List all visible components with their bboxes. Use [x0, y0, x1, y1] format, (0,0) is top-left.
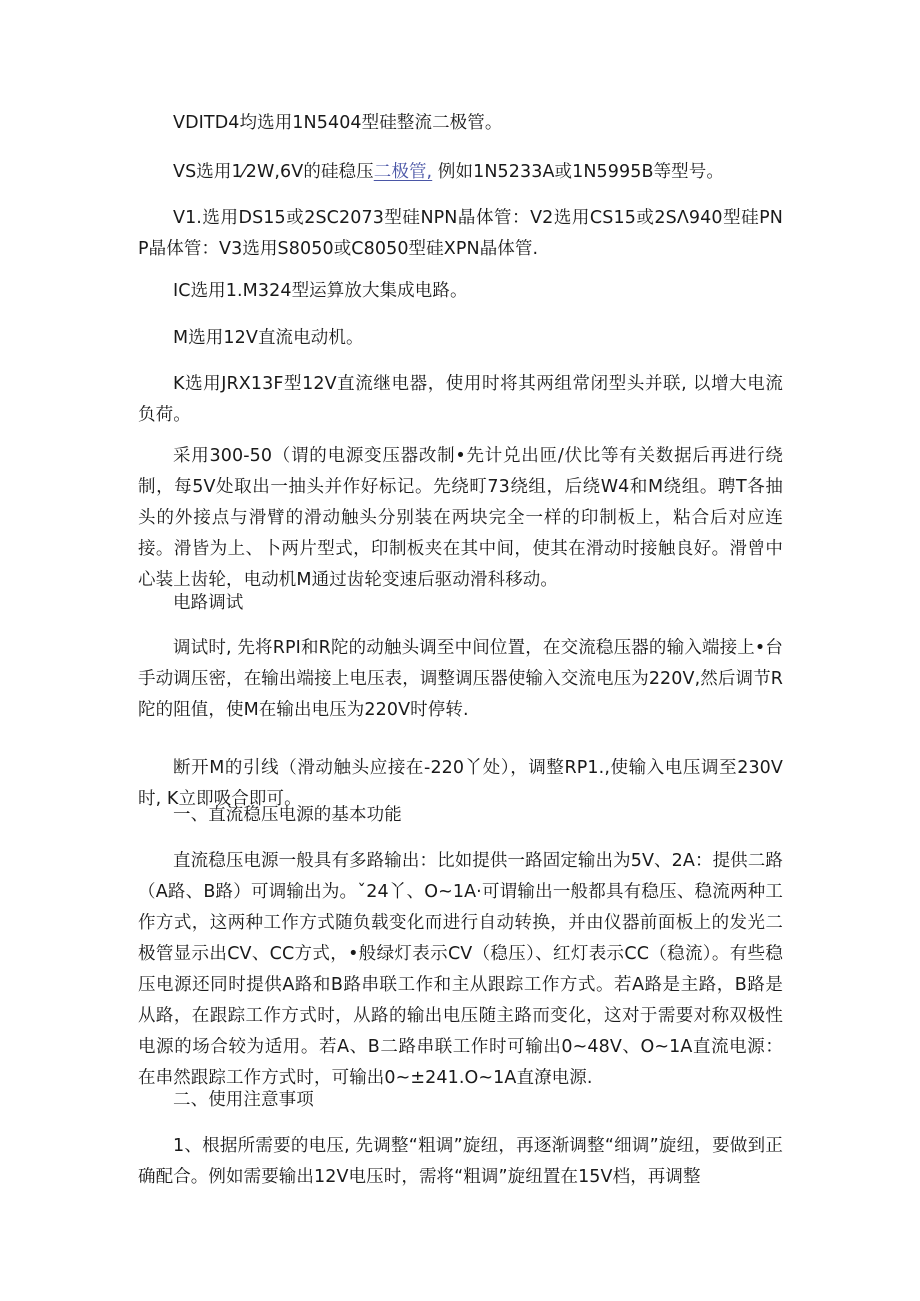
- paragraph-diodes: VDITD4均选用1N5404型硅整流二极管。: [173, 113, 503, 133]
- paragraph-transistors: V1.选用DS15或2SC2073型硅NPN晶体管：V2选用CS15或2SΛ940型硅PNP晶体管：V3选用S8050或C8050型硅XPN晶体管.: [138, 208, 783, 259]
- document-page: [138, 103, 783, 1293]
- paragraph-debug-steps: 调试时, 先将RPI和R陀的动触头调至中间位置，在交流稳压器的输入端接上•台手动调压密，在输出端接上电压表，调整调压器使输入交流电压为220V,然后调节R陀的阻值，使M在输出电压为220V时停转.: [138, 638, 783, 720]
- paragraph-motor: M选用12V直流电动机。: [173, 328, 364, 348]
- paragraph-ic: IC选用1.M324型运算放大集成电路。: [173, 281, 468, 301]
- paragraph-usage-note-1: 1、根据所需要的电压, 先调整“粗调”旋纽，再逐渐调整“细调”旋纽，要做到正确配合。例如需要输出12V电压时，需将“粗调”旋纽置在15V档，再调整: [138, 1136, 783, 1187]
- paragraph-relay: K选用JRX13F型12V直流继电器，使用时将其两组常闭型头并联, 以增大电流负荷。: [138, 374, 783, 425]
- section-heading-circuit-debug: 电路调试: [173, 593, 244, 613]
- paragraph-zener: [138, 157, 783, 188]
- section-heading-usage-notes: 二、使用注意事项: [173, 1090, 314, 1110]
- paragraph-disconnect: 断开M的引线（滑动触头应接在-220丫处），调整RP1.,使输入电压调至230V时, K立即吸合即可。: [138, 758, 783, 809]
- diode-link[interactable]: 二极管,: [373, 162, 433, 182]
- section-heading-basic-functions: 一、直流稳压电源的基本功能: [173, 805, 402, 825]
- paragraph-transformer: 采用300-50（谓的电源变压器改制•先计兑出匝/伏比等有关数据后再进行绕制，每5V处取出一抽头并作好标记。先绕町73绕组，后绕W4和M绕组。聘T各抽头的外接点与滑臂的滑动触头分别装在两块完全一样的印制板上，粘合后对应连接。滑皆为上、卜两片型式，印制板夹在其中间，使其在滑动时接触良好。滑曾中心装上齿轮，电动机M通过齿轮变速后驱动滑科移动。: [138, 446, 783, 590]
- paragraph-zener-text-start: VS选用1⁄2W,6V的硅稳压: [173, 162, 374, 182]
- paragraph-basic-functions: 直流稳压电源一般具有多路输出：比如提供一路固定输出为5V、2A：提供二路（A路、B路）可调输出为。ˇ24丫、O~1A·可谓输出一般都具有稳压、稳流两种工作方式，这两种工作方式随负载变化而进行自动转换，并由仪器前面板上的发光二极管显示出CV、CC方式，•般绿灯表示CV（稳压）、红灯表示CC（稳流）。有些稳压电源还同时提供A路和B路串联工作和主从跟踪工作方式。若A路是主路，B路是从路，在跟踪工作方式时，从路的输出电压随主路而变化，这对于需要对称双极性电源的场合较为适用。若A、B二路串联工作时可输出0~48V、O~1A直流电源：在串然跟踪工作方式时，可输出0~±241.O~1A直潦电源.: [138, 851, 783, 1088]
- paragraph-zener-text-end: 例如1N5233A或1N5995B等型号。: [432, 162, 724, 182]
